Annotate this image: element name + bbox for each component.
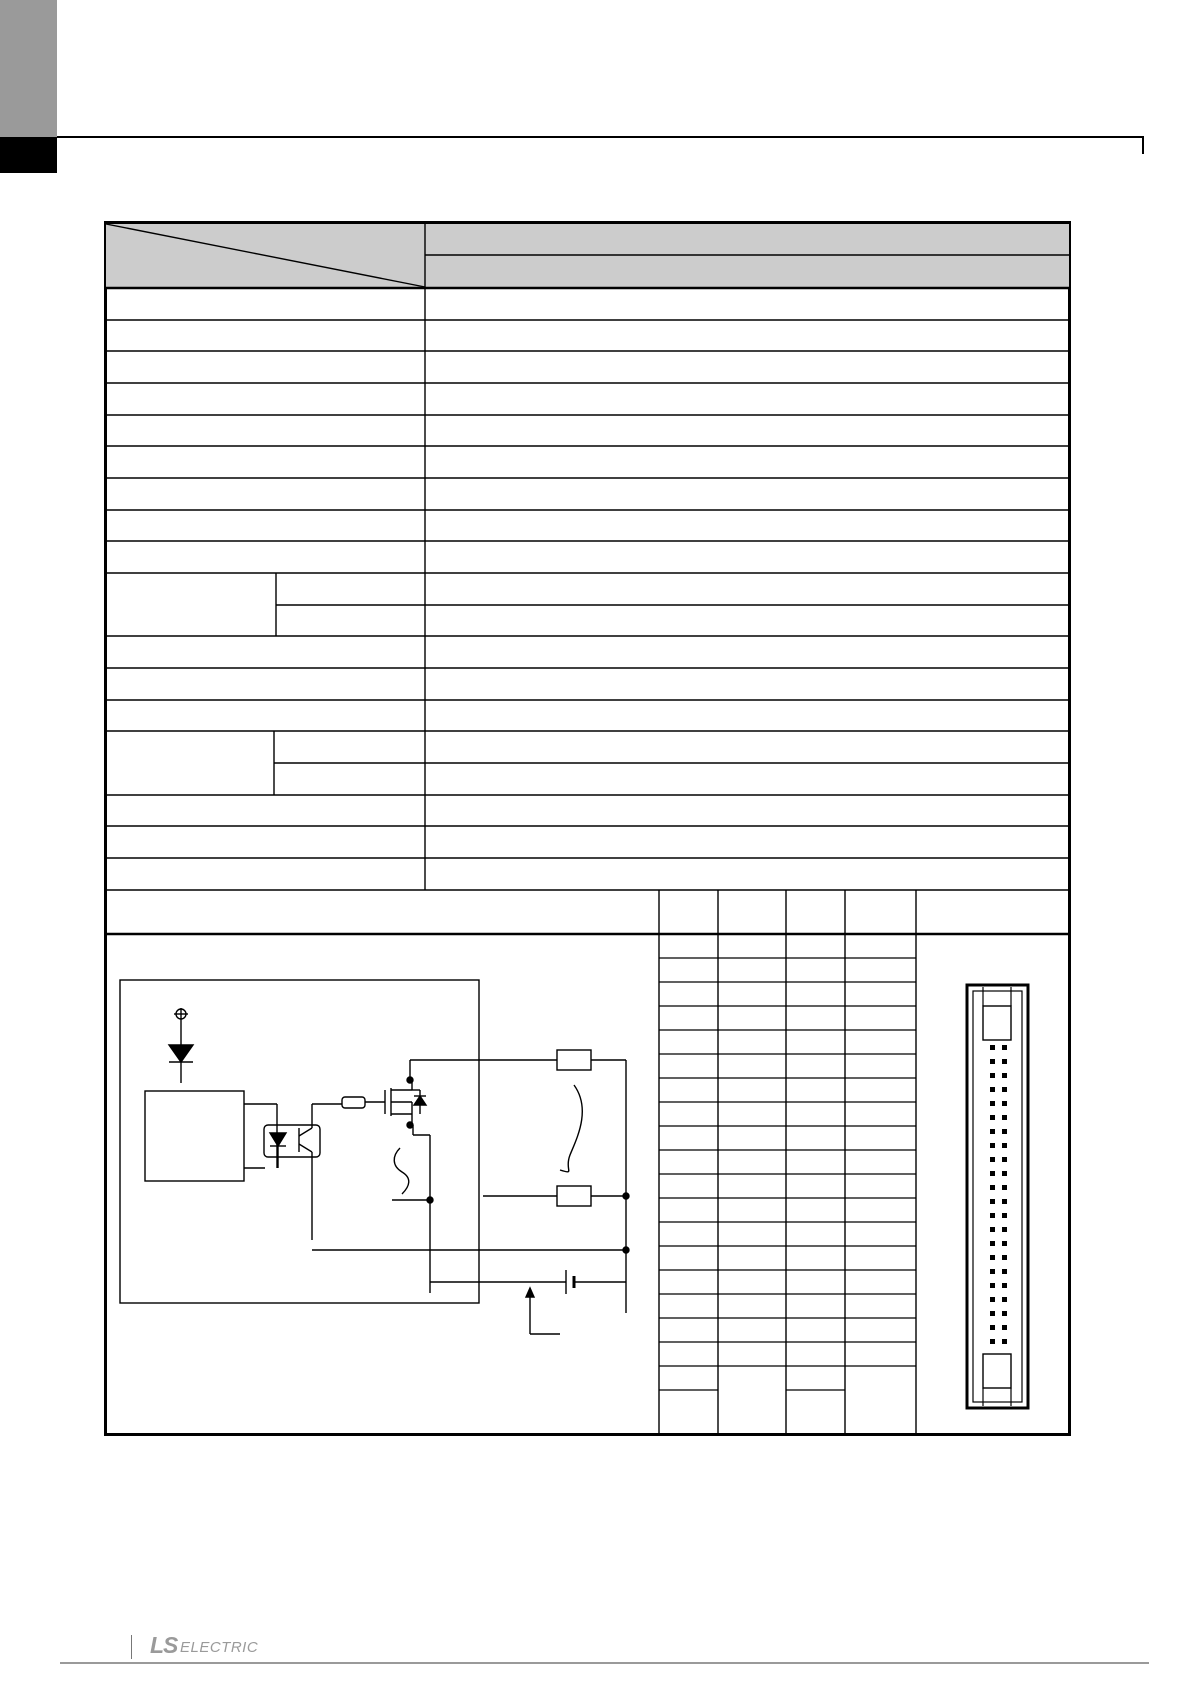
spec-table-grid [106, 224, 1069, 1433]
logo-ls: LS [150, 1632, 178, 1658]
internal-circuit-block [145, 1091, 244, 1181]
connector-pins [990, 1045, 1007, 1344]
load-resistor-top [557, 1050, 591, 1070]
load-resistor-bottom [557, 1186, 591, 1206]
gate-resistor [342, 1097, 365, 1108]
connector-diagram [967, 985, 1028, 1408]
ls-electric-logo [150, 1632, 290, 1658]
pin-table-grid [659, 958, 916, 1390]
circuit-schematic [120, 980, 629, 1334]
footer-divider [131, 1635, 132, 1659]
footer-rule [60, 1662, 1149, 1664]
logo-electric: ELECTRIC [180, 1639, 259, 1656]
